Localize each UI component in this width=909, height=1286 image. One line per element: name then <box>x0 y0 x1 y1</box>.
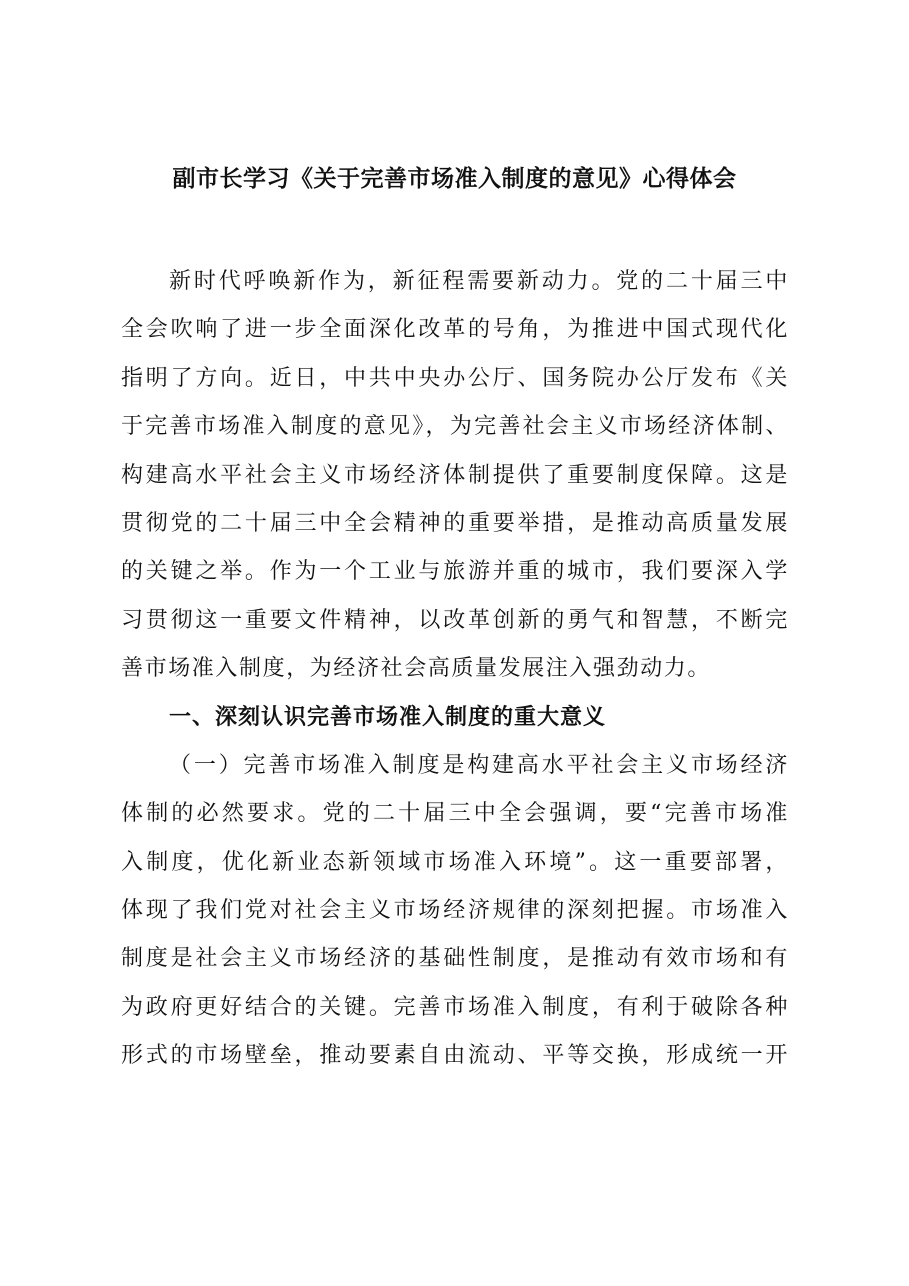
paragraph-1-line-6: 贯彻党的二十届三中全会精神的重要举措，是推动高质量发展 <box>121 510 789 536</box>
paragraph-1-line-4: 于完善市场准入制度的意见》，为完善社会主义市场经济体制、 <box>121 414 789 440</box>
document-body <box>121 258 789 1081</box>
paragraph-1-line-2: 全会吹响了进一步全面深化改革的号角，为推进中国式现代化 <box>121 317 789 343</box>
paragraph-2-line-7: 形式的市场壁垒，推动要素自由流动、平等交换，形成统一开 <box>121 1043 789 1069</box>
paragraph-1-line-8: 习贯彻这一重要文件精神，以改革创新的勇气和智慧，不断完 <box>121 607 789 633</box>
paragraph-1-line-1: 新时代呼唤新作为，新征程需要新动力。党的二十届三中 <box>169 269 789 294</box>
paragraph-2-line-1: （一）完善市场准入制度是构建高水平社会主义市场经济 <box>169 752 789 778</box>
paragraph-1-line-5: 构建高水平社会主义市场经济体制提供了重要制度保障。这是 <box>121 462 789 488</box>
paragraph-2-line-3: 入制度，优化新业态新领域市场准入环境”。这一重要部署， <box>121 849 789 875</box>
paragraph-2-line-4: 体现了我们党对社会主义市场经济规律的深刻把握。市场准入 <box>121 898 789 924</box>
paragraph-1-line-3: 指明了方向。近日，中共中央办公厅、国务院办公厅发布《关 <box>121 365 789 391</box>
paragraph-1-line-7: 的关键之举。作为一个工业与旅游并重的城市，我们要深入学 <box>121 559 789 585</box>
section-heading-1: 一、深刻认识完善市场准入制度的重大意义 <box>169 704 607 730</box>
paragraph-2-line-6: 为政府更好结合的关键。完善市场准入制度，有利于破除各种 <box>121 994 789 1020</box>
document-title: 副市长学习《关于完善市场准入制度的意见》心得体会 <box>172 165 737 192</box>
paragraph-2-line-5: 制度是社会主义市场经济的基础性制度，是推动有效市场和有 <box>121 946 789 972</box>
paragraph-2-line-2: 体制的必然要求。党的二十届三中全会强调，要“完善市场准 <box>121 801 789 827</box>
paragraph-1-line-9: 善市场准入制度，为经济社会高质量发展注入强劲动力。 <box>121 656 712 682</box>
